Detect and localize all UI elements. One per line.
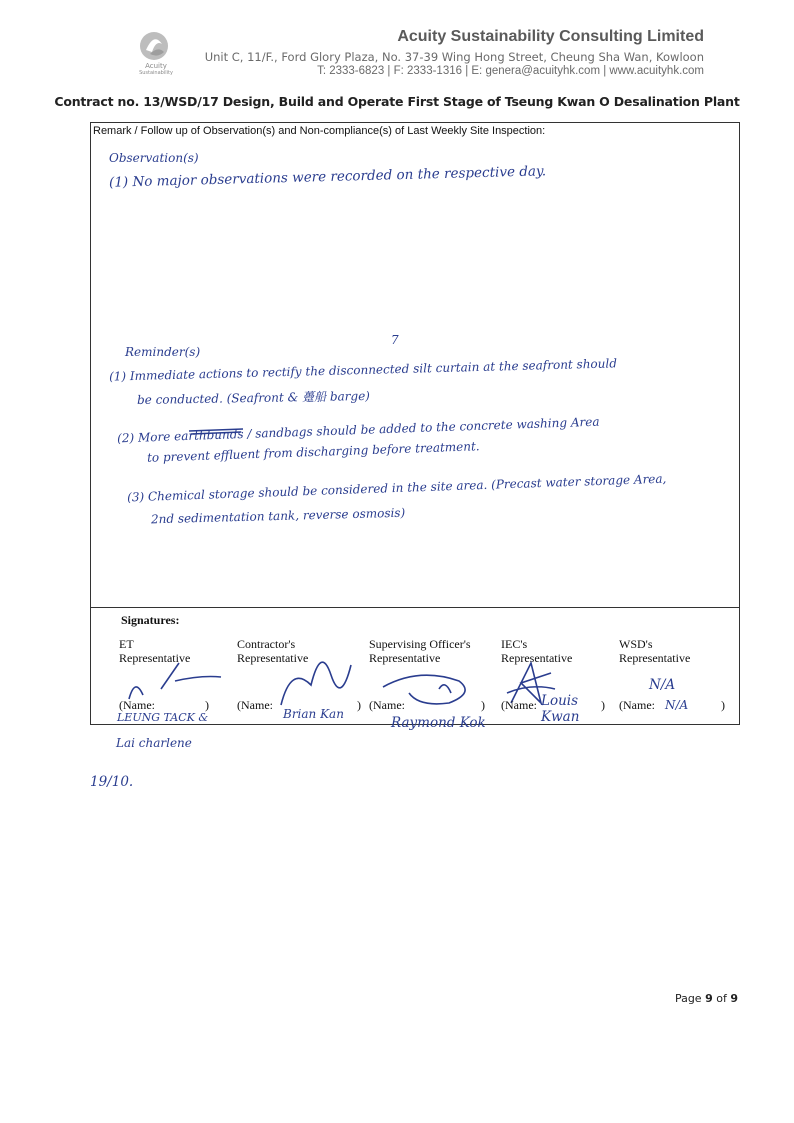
iec-name-value: Louis Kwan [541, 693, 580, 725]
signature-role-supervising-officer: Supervising Officer's [369, 637, 471, 651]
signature-column-supervising-officer [369, 637, 471, 665]
observations-label: Observation(s) [109, 151, 199, 165]
name-close-et: ) [205, 698, 209, 712]
signature-role-iec-line-2: Representative [501, 651, 573, 665]
company-address: Unit C, 11/F., Ford Glory Plaza, No. 37-39 Wing Hong Street, Cheung Sha Wan, Kowloon [204, 50, 704, 64]
logo-subtext: Sustainability [139, 70, 173, 76]
company-name: Acuity Sustainability Consulting Limited [397, 28, 704, 45]
remark-section [91, 123, 739, 609]
name-close-supervising-officer: ) [481, 698, 485, 712]
contract-title: Contract no. 13/WSD/17 Design, Build and Operate First Stage of Tseung Kwan O Desalination Plant [54, 94, 740, 109]
strikethrough-mark [187, 423, 247, 439]
page-current: 9 [705, 992, 713, 1005]
reminders-label: Reminder(s) [125, 345, 201, 359]
name-label-iec: (Name: [501, 698, 537, 712]
reminder-item-3-line-2: 2nd sedimentation tank, reverse osmosis) [150, 505, 406, 527]
name-close-wsd: ) [721, 698, 725, 712]
name-close-contractor: ) [357, 698, 361, 712]
signature-role-wsd-line-2: Representative [619, 651, 691, 665]
contractor-signature-mark [271, 635, 361, 715]
name-label-contractor: (Name: [237, 698, 273, 712]
signature-role-wsd: WSD's [619, 637, 653, 651]
signature-name-contractor [237, 698, 361, 713]
et-name-value: LEUNG TACK & [117, 711, 209, 724]
name-label-supervising-officer: (Name: [369, 698, 405, 712]
signatures-heading: Signatures: [121, 613, 180, 627]
signature-role-et: ET [119, 637, 134, 651]
reminder-item-1-line-1: (1) Immediate actions to rectify the disconnected silt curtain at the seafront should [108, 356, 618, 384]
wsd-name-value: N/A [665, 698, 689, 712]
annotation-mark: 7 [391, 333, 399, 347]
remark-heading: Remark / Follow up of Observation(s) and Non-compliance(s) of Last Weekly Site Inspection: [93, 125, 546, 137]
company-contact: T: 2333-6823 | F: 2333-1316 | E: genera@acuityhk.com | www.acuityhk.com [317, 65, 704, 77]
signature-role-iec: IEC's [501, 637, 528, 651]
signature-role-contractor: Contractor's [237, 637, 296, 651]
contractor-name-value: Brian Kan [283, 707, 344, 721]
reminder-item-2-line-1: (2) More earthbunds / sandbags should be added to the concrete washing Area [116, 414, 600, 446]
logo-name: Acuity [145, 62, 167, 70]
logo-text [136, 62, 176, 76]
signature-name-iec [501, 698, 605, 713]
reminder-item-3-line-1: (3) Chemical storage should be considered in the site area. (Precast water storage Area, [126, 471, 667, 505]
signature-role-et-line-2: Representative [119, 651, 191, 665]
reminder-item-2-line-2: to prevent effluent from discharging before treatment. [146, 439, 480, 465]
page-prefix: Page [674, 992, 706, 1005]
signature-name-wsd [619, 698, 725, 713]
supervising-officer-name-value: Raymond Kok [391, 715, 486, 731]
name-close-iec: ) [601, 698, 605, 712]
signed-date: 19/10. [90, 774, 134, 790]
signature-role-contractor-line-2: Representative [237, 651, 309, 665]
section-divider [91, 607, 739, 608]
et-signature-mark [121, 659, 231, 703]
page-total: 9 [730, 992, 738, 1005]
name-label-et: (Name: [119, 698, 155, 712]
observation-item-1: (1) No major observations were recorded on the respective day. [108, 163, 547, 191]
name-label-wsd: (Name: [619, 698, 655, 712]
et-additional-name: Lai charlene [116, 736, 192, 750]
signature-column-wsd [619, 637, 690, 665]
page-number [675, 992, 738, 1005]
signature-role-supervising-officer-line-2: Representative [369, 651, 441, 665]
signature-name-supervising-officer [369, 698, 485, 713]
page-of: of [712, 992, 731, 1005]
reminder-item-1-line-2: be conducted. (Seafront & 躉船 barge) [136, 388, 371, 408]
inspection-form [90, 122, 740, 731]
wsd-signature: N/A [649, 677, 676, 693]
